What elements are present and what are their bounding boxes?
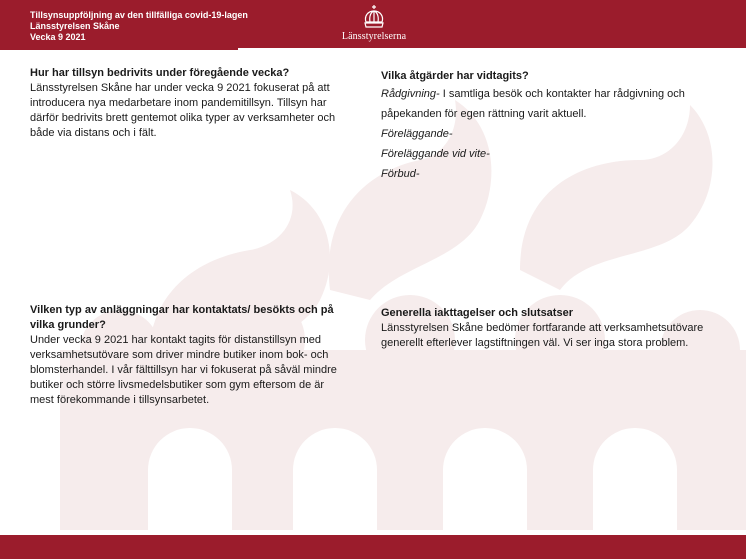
atgard-radgivning-text: I samtliga besök och kontakter har rådgivning och påpekanden för egen rättning varit aktuell. [381,88,685,120]
section-anlaggningar [30,303,345,408]
header-underline [0,48,238,50]
section-tillsyn-title: Hur har tillsyn bedrivits under föregående vecka? [30,67,290,79]
atgard-radgivning [381,84,711,124]
atgard-forelaggande-vite: Föreläggande vid vite- [381,148,490,160]
header-week: Vecka 9 2021 [30,32,86,42]
section-tillsyn-body: Länsstyrelsen Skåne har under vecka 9 2021 fokuserat på att introducera nya medarbetare inom pandemitillsyn. Tillsyn har därför bedrivits brett gentemot olika typer av verksamheter och både via distans och i fält. [30,82,336,139]
atgard-forelaggande: Föreläggande- [381,128,453,140]
section-slutsatser-body: Länsstyrelsen Skåne bedömer fortfarande att verksamhetsutövare generellt efterlever lagstiftningen väl. Vi ser inga stora problem. [381,322,704,349]
atgard-forbud: Förbud- [381,168,420,180]
atgard-radgivning-label: Rådgivning- [381,88,440,100]
section-slutsatser [381,306,711,351]
footer-bar [0,535,746,559]
header-text [30,10,248,43]
logo-text: Länsstyrelserna [341,31,407,42]
section-slutsatser-title: Generella iakttagelser och slutsatser [381,307,573,319]
section-atgarder-title: Vilka åtgärder har vidtagits? [381,70,529,82]
header-bar [0,0,746,48]
section-anlaggningar-title: Vilken typ av anläggningar har kontaktats/ besökts och på vilka grunder? [30,304,334,331]
section-tillsyn [30,66,345,141]
header-org: Länsstyrelsen Skåne [30,21,120,31]
section-atgarder [381,69,711,184]
logo [336,4,412,46]
header-title: Tillsynsuppföljning av den tillfälliga covid-19-lagen [30,10,248,20]
section-anlaggningar-body: Under vecka 9 2021 har kontakt tagits för distanstillsyn med verksamhetsutövare som driver mindre butiker inom bok- och blomsterhandel. I vår fälttillsyn har vi fokuserat på såväl mindre butiker och större livsmedelsbutiker som gym eftersom de är mest förekommande i tillsynsarbetet. [30,334,337,406]
crown-icon [362,4,386,30]
